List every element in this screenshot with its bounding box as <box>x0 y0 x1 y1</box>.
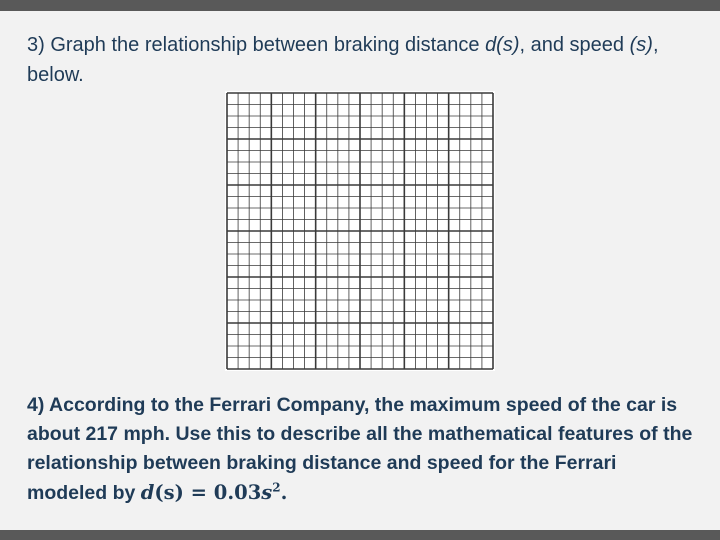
question-4-equation <box>141 481 288 504</box>
equation-var: s <box>261 481 273 504</box>
equation-end: . <box>280 481 288 504</box>
equation-lhs: d <box>140 481 155 504</box>
question-3-term-d: d(s) <box>485 34 520 56</box>
question-3-term-s: (s) <box>629 34 653 56</box>
question-3-prefix: 3) Graph the relationship between braking distance <box>27 34 486 56</box>
graph-grid <box>225 91 495 371</box>
question-4-text: 4) According to the Ferrari Company, the maximum speed of the car is about 217 mph. Use this to describe all the mathematical features of the relationship between braking distance and speed for the Ferrari modeled by <box>27 394 693 504</box>
question-3-suffix: , below. <box>27 34 659 86</box>
question-3 <box>27 30 697 90</box>
question-3-middle: , and speed <box>519 34 630 56</box>
equation-arg: (s) <box>154 481 184 504</box>
graph-grid-svg <box>225 91 495 371</box>
top-bar <box>0 0 720 11</box>
bottom-bar <box>0 530 720 540</box>
question-4 <box>27 391 697 508</box>
equation-equals: = 0.03 <box>183 481 262 504</box>
equation-exponent: 2 <box>272 480 281 495</box>
